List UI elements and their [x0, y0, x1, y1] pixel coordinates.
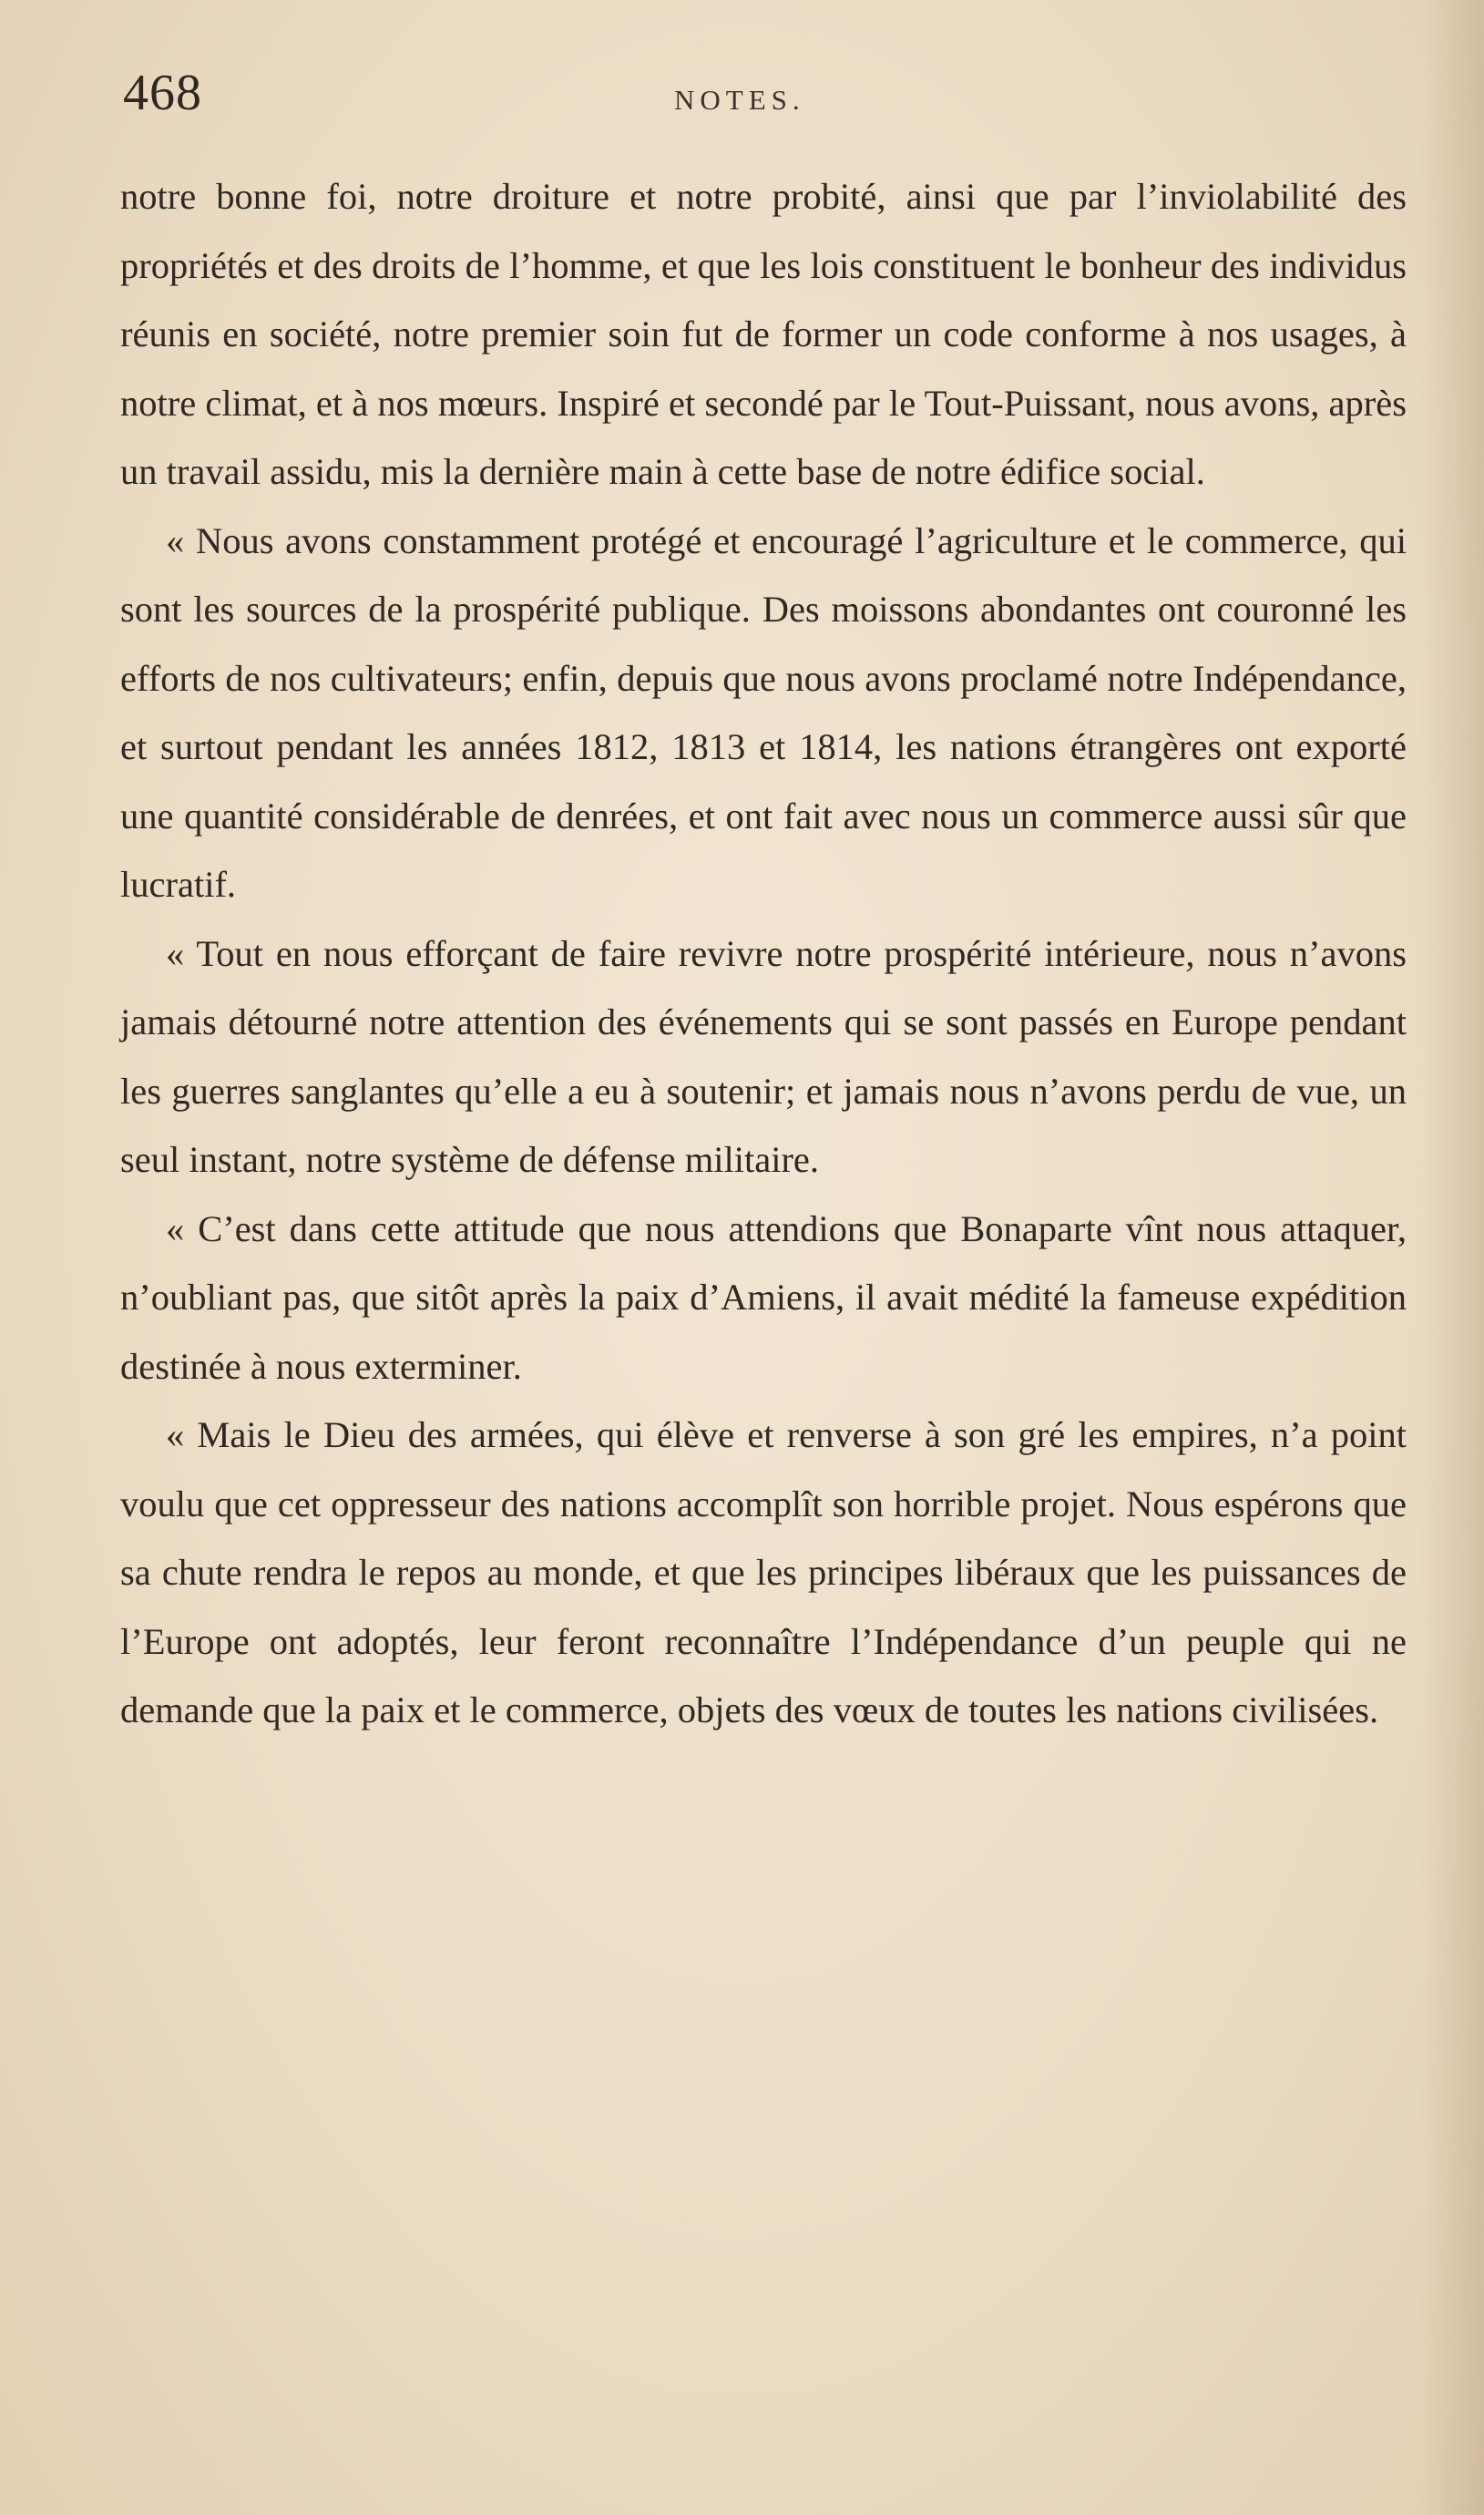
paragraph-4: « C’est dans cette attitude que nous attendions que Bonaparte vînt nous attaquer, n’oubliant pas, que sitôt après la paix d’Amiens, il avait médité la fameuse expédition destinée à nous exterminer. — [120, 1207, 1407, 1387]
paragraph-5: « Mais le Dieu des armées, qui élève et renverse à son gré les empires, n’a point voulu que cet oppresseur des nations accomplît son horrible projet. Nous espérons que sa chute rendra le repos au monde, et que les principes libéraux que les puissances de l’Europe ont adoptés, leur feront reconnaître l’Indépendance d’un peuple qui ne demande que la paix et le commerce, objets des vœux de toutes les nations civilisées. — [120, 1414, 1407, 1730]
paragraph-3: « Tout en nous efforçant de faire revivre notre prospérité intérieure, nous n’avons jamais détourné notre attention des événements qui se sont passés en Europe pendant les guerres sanglantes qu’elle a eu à soutenir; et jamais nous n’avons perdu de vue, un seul instant, notre système de défense militaire. — [120, 932, 1407, 1180]
paragraph-2: « Nous avons constamment protégé et encouragé l’agriculture et le commerce, qui sont les sources de la prospérité publique. Des moissons abondantes ont couronné les efforts de nos cultivateurs; enfin, depuis que nous avons proclamé notre Indépendance, et surtout pendant les années 1812, 1813 et 1814, les nations étrangères ont exporté une quantité considérable de denrées, et ont fait avec nous un commerce aussi sûr que lucratif. — [120, 519, 1407, 905]
body-text — [120, 162, 1407, 1745]
page-header — [123, 64, 1407, 137]
page-number: 468 — [123, 65, 202, 121]
running-head: NOTES. — [674, 84, 805, 116]
paragraph-1: notre bonne foi, notre droiture et notre probité, ainsi que par l’inviolabilité des propriétés et des droits de l’homme, et que les lois constituent le bonheur des individus réunis en société, notre premier soin fut de former un code conforme à nos usages, à notre climat, et à nos mœurs. Inspiré et secondé par le Tout-Puissant, nous avons, après un travail assidu, mis la dernière main à cette base de notre édifice social. — [120, 176, 1407, 492]
